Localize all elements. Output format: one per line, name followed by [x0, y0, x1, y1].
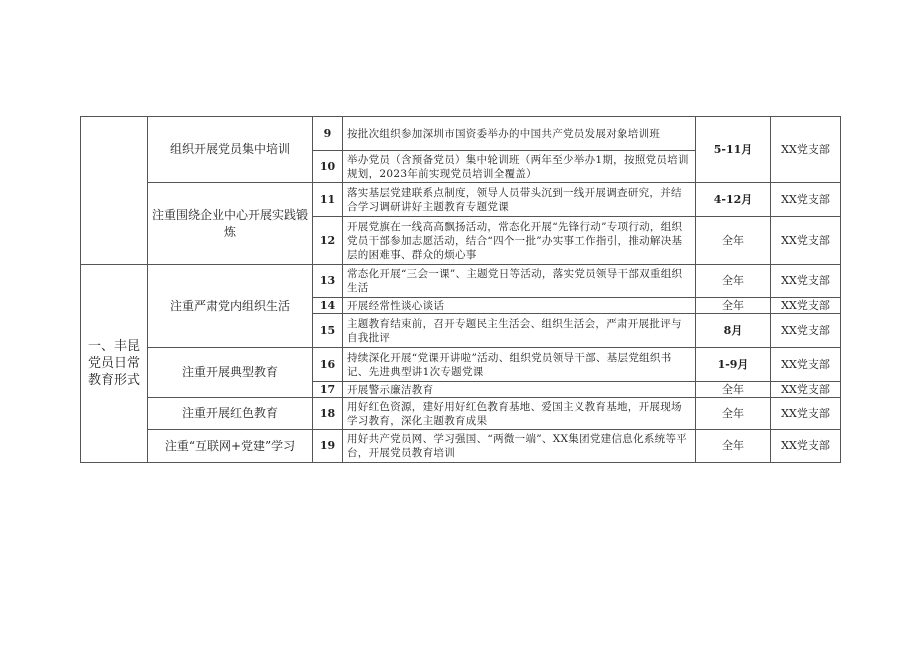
- row-number: 10: [313, 151, 343, 183]
- row-number: 14: [313, 298, 343, 314]
- row-number: 11: [313, 183, 343, 217]
- row-time: 1-9月: [696, 348, 771, 382]
- row-number: 18: [313, 398, 343, 430]
- item-cell: 注重围绕企业中心开展实践锻炼: [148, 183, 313, 265]
- row-description: 落实基层党建联系点制度，领导人员带头沉到一线开展调查研究，并结合学习调研讲好主题教育专题党课: [343, 183, 696, 217]
- row-owner: XX党支部: [771, 117, 841, 183]
- row-number: 16: [313, 348, 343, 382]
- row-owner: XX党支部: [771, 314, 841, 348]
- row-owner: XX党支部: [771, 348, 841, 382]
- row-owner: XX党支部: [771, 398, 841, 430]
- item-cell: 组织开展党员集中培训: [148, 117, 313, 183]
- row-time: 全年: [696, 430, 771, 463]
- row-owner: XX党支部: [771, 382, 841, 398]
- row-description: 主题教育结束前，召开专题民主生活会、组织生活会，严肃开展批评与自我批评: [343, 314, 696, 348]
- row-number: 15: [313, 314, 343, 348]
- item-cell: 注重开展红色教育: [148, 398, 313, 430]
- row-description: 用好共产党员网、学习强国、“两微一端”、XX集团党建信息化系统等平台，开展党员教育培训: [343, 430, 696, 463]
- row-description: 开展党旗在一线高高飘扬活动，常态化开展“先锋行动”专项行动，组织党员干部参加志愿活动，结合“四个一批”办实事工作指引，推动解决基层的困难事、群众的烦心事: [343, 217, 696, 265]
- row-description: 开展经常性谈心谈话: [343, 298, 696, 314]
- item-cell: 注重“互联网+党建”学习: [148, 430, 313, 463]
- row-time: 4-12月: [696, 183, 771, 217]
- row-time: 8月: [696, 314, 771, 348]
- row-owner: XX党支部: [771, 217, 841, 265]
- row-description: 举办党员（含预备党员）集中轮训班（两年至少举办1期，按照党员培训规划，2023年前实现党员培训全覆盖）: [343, 151, 696, 183]
- item-cell: 注重开展典型教育: [148, 348, 313, 398]
- row-number: 9: [313, 117, 343, 151]
- row-time: 全年: [696, 265, 771, 298]
- row-owner: XX党支部: [771, 298, 841, 314]
- row-description: 用好红色资源，建好用好红色教育基地、爱国主义教育基地，开展现场学习教育，深化主题教育成果: [343, 398, 696, 430]
- row-owner: XX党支部: [771, 183, 841, 217]
- row-time: 全年: [696, 398, 771, 430]
- item-cell: 注重严肃党内组织生活: [148, 265, 313, 348]
- row-description: 按批次组织参加深圳市国资委举办的中国共产党员发展对象培训班: [343, 117, 696, 151]
- row-time: 全年: [696, 217, 771, 265]
- category-cell: 一、丰昆党员日常教育形式: [81, 265, 148, 463]
- row-owner: XX党支部: [771, 265, 841, 298]
- row-description: 常态化开展“三会一课”、主题党日等活动，落实党员领导干部双重组织生活: [343, 265, 696, 298]
- row-description: 持续深化开展“党课开讲啦”活动、组织党员领导干部、基层党组织书记、先进典型讲1次专题党课: [343, 348, 696, 382]
- category-cell-empty: [81, 117, 148, 265]
- row-time: 5-11月: [696, 117, 771, 183]
- row-number: 13: [313, 265, 343, 298]
- row-number: 12: [313, 217, 343, 265]
- row-description: 开展警示廉洁教育: [343, 382, 696, 398]
- row-owner: XX党支部: [771, 430, 841, 463]
- row-number: 17: [313, 382, 343, 398]
- row-number: 19: [313, 430, 343, 463]
- row-time: 全年: [696, 298, 771, 314]
- row-time: 全年: [696, 382, 771, 398]
- plan-table: [80, 116, 841, 463]
